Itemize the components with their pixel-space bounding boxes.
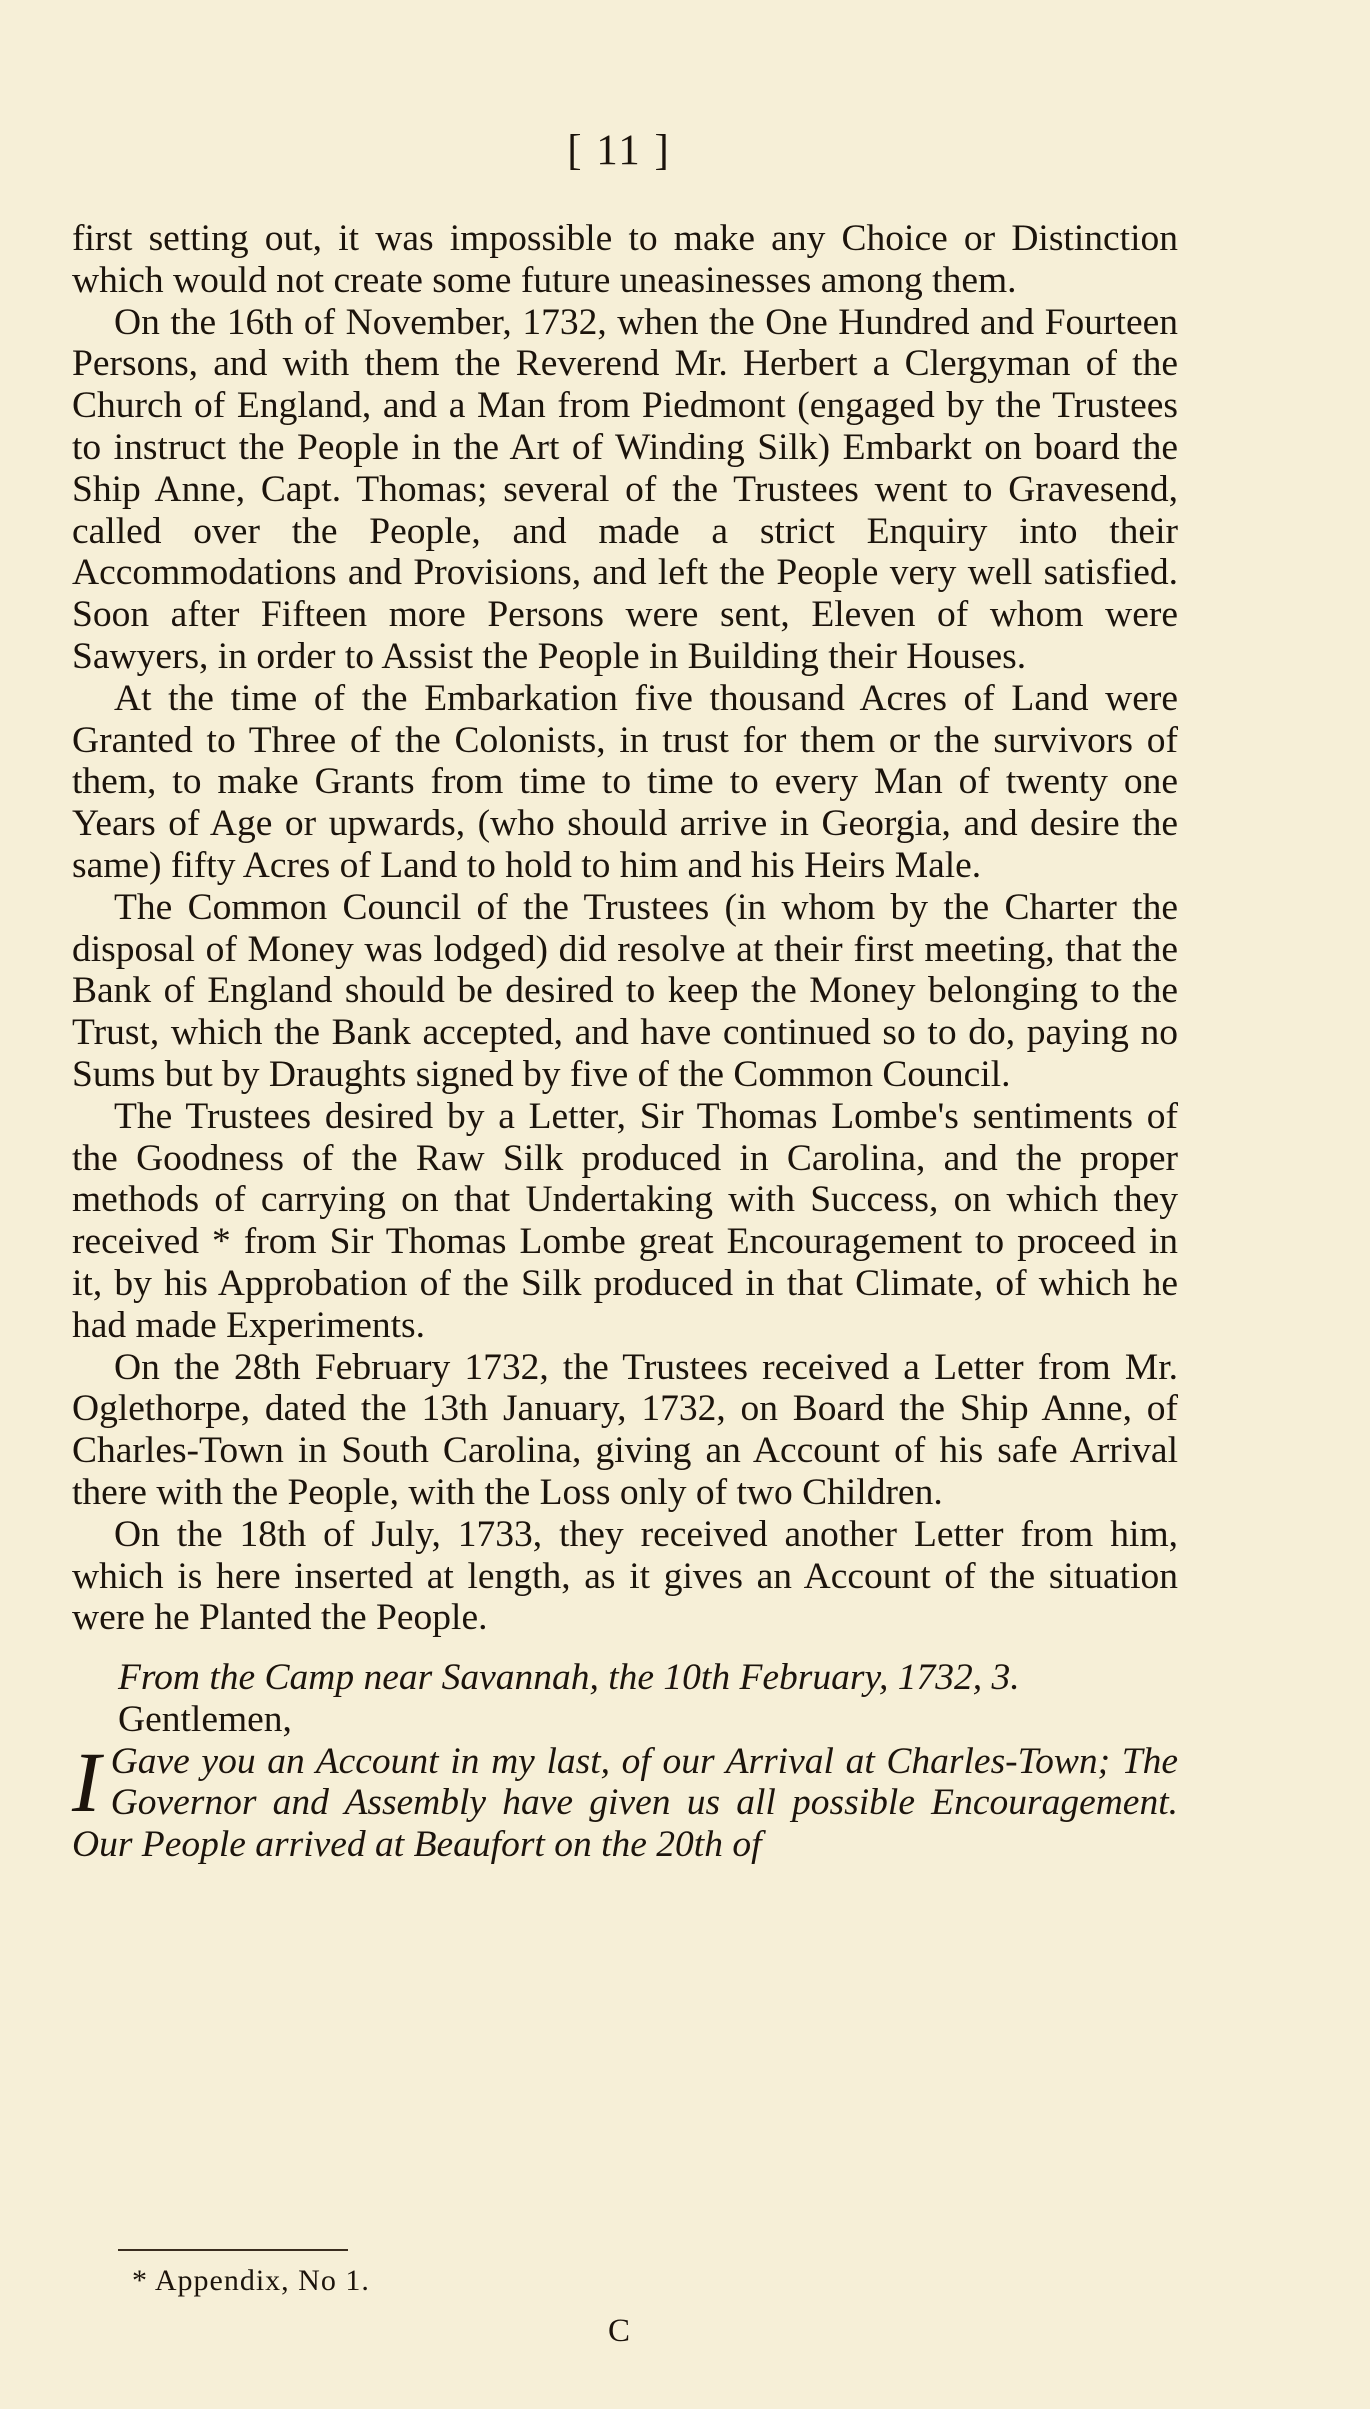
letter-heading: From the Camp near Savannah, the 10th February, 1732, 3. xyxy=(118,1657,1020,1699)
paragraph-first-letter: On the 28th February 1732, the Trustees received a Letter from Mr. Oglethorpe, dated the 13th January, 1732, on Board the Ship Anne, of Charles-Town in South Carolina, giving an Account of his safe Arrival there with the People, with the Loss only of two Children. xyxy=(72,1346,1178,1513)
body-text xyxy=(72,218,1178,1866)
footnote: * Appendix, No 1. xyxy=(132,2264,370,2297)
paragraph-second-letter: On the 18th of July, 1733, they received another Letter from him, which is here inserted at length, as it gives an Account of the situation were he Planted the People. xyxy=(72,1513,1178,1639)
paragraph-land-grant: At the time of the Embarkation five thousand Acres of Land were Granted to Three of the Colonists, in trust for them or the survivors of them, to make Grants from time to time to every Man of twenty one Years of Age or upwards, (who should arrive in Georgia, and desire the same) fifty Acres of Land to hold to him and his Heirs Male. xyxy=(72,677,1178,886)
footnote-rule xyxy=(118,2249,348,2251)
drop-cap: I xyxy=(72,1733,101,1830)
paragraph-common-council: The Common Council of the Trustees (in whom by the Charter the disposal of Money was lodged) did resolve at their first meeting, that the Bank of England should be desired to keep the Money belonging to the Trust, which the Bank accepted, and have continued so to do, paying no Sums but by Draughts signed by five of the Common Council. xyxy=(72,886,1178,1095)
paragraph-silk: The Trustees desired by a Letter, Sir Thomas Lombe's sentiments of the Goodness of the Raw Silk produced in Carolina, and the proper methods of carrying on that Undertaking with Success, on which they received * from Sir Thomas Lombe great Encouragement to proceed in it, by his Approbation of the Silk produced in that Climate, of which he had made Experiments. xyxy=(72,1095,1178,1346)
letter-body: I Gave you an Account in my last, of our Arrival at Charles-Town; The Governor and Assembly have given us all possible Encouragement. Our People arrived at Beaufort on the 20th of xyxy=(72,1733,1178,1866)
letter-salutation: Gentlemen, xyxy=(118,1698,292,1740)
paragraph-continuation: first setting out, it was impossible to make any Choice or Distinction which would not create some future uneasinesses among them. xyxy=(72,218,1178,301)
page-number: [ 11 ] xyxy=(567,127,671,174)
signature-mark: C xyxy=(607,2313,630,2349)
paragraph-embarkation: On the 16th of November, 1732, when the One Hundred and Fourteen Persons, and with them the Reverend Mr. Herbert a Clergyman of the Church of England, and a Man from Piedmont (engaged by the Trustees to instruct the People in the Art of Winding Silk) Embarkt on board the Ship Anne, Capt. Thomas; several of the Trustees went to Gravesend, called over the People, and made a strict Enquiry into their Accommodations and Provisions, and left the People very well satisfied. Soon after Fifteen more Persons were sent, Eleven of whom were Sawyers, in order to Assist the People in Building their Houses. xyxy=(72,301,1178,677)
